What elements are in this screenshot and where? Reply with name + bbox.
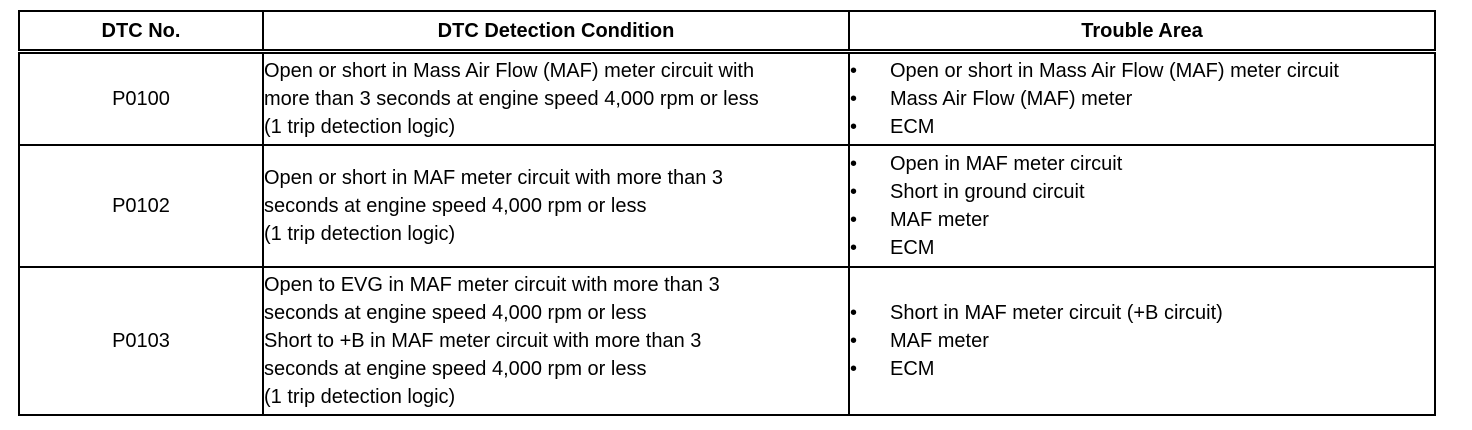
trouble-area-item: Mass Air Flow (MAF) meter [890,88,1133,110]
condition-line: seconds at engine speed 4,000 rpm or less [264,358,647,380]
dtc-code: P0102 [19,145,263,267]
trouble-area [849,52,1435,146]
trouble-area [849,267,1435,415]
detection-condition [263,145,849,267]
table-row [19,145,1435,267]
trouble-area-item: Short in MAF meter circuit (+B circuit) [890,302,1223,324]
list-item [850,206,1434,234]
condition-line: (1 trip detection logic) [264,223,456,245]
list-item [850,150,1434,178]
bullet-icon: • [850,358,858,380]
bullet-icon: • [850,330,858,352]
condition-line: Open to EVG in MAF meter circuit with more than 3 [264,274,720,296]
bullet-icon: • [850,153,858,175]
trouble-area-item: Short in ground circuit [890,181,1085,203]
dtc-code: P0100 [19,52,263,146]
condition-line: Short to +B in MAF meter circuit with more than 3 [264,330,702,352]
condition-line: seconds at engine speed 4,000 rpm or less [264,195,647,217]
dtc-code: P0103 [19,267,263,415]
trouble-area-item: ECM [890,116,935,138]
bullet-icon: • [850,88,858,110]
condition-line: seconds at engine speed 4,000 rpm or less [264,302,647,324]
list-item [850,57,1434,85]
table-header [19,11,1435,52]
trouble-area-item: MAF meter [890,330,989,352]
header-row [19,11,1435,52]
trouble-area-item: ECM [890,237,935,259]
list-item [850,355,1434,383]
dtc-table [18,10,1436,416]
list-item [850,299,1434,327]
detection-condition [263,52,849,146]
bullet-icon: • [850,60,858,82]
header-trouble-area: Trouble Area [849,11,1435,52]
condition-line: more than 3 seconds at engine speed 4,000 rpm or less [264,88,759,110]
table-row [19,52,1435,146]
bullet-icon: • [850,209,858,231]
header-detection-condition: DTC Detection Condition [263,11,849,52]
list-item [850,85,1434,113]
trouble-area-item: MAF meter [890,209,989,231]
trouble-area-list [850,299,1434,383]
list-item [850,234,1434,262]
list-item [850,178,1434,206]
bullet-icon: • [850,302,858,324]
trouble-area-item: ECM [890,358,935,380]
bullet-icon: • [850,237,858,259]
header-dtc-no: DTC No. [19,11,263,52]
bullet-icon: • [850,116,858,138]
list-item [850,113,1434,141]
bullet-icon: • [850,181,858,203]
trouble-area [849,145,1435,267]
detection-condition [263,267,849,415]
trouble-area-item: Open or short in Mass Air Flow (MAF) meter circuit [890,60,1339,82]
list-item [850,327,1434,355]
table-row [19,267,1435,415]
condition-line: Open or short in MAF meter circuit with more than 3 [264,167,724,189]
trouble-area-item: Open in MAF meter circuit [890,153,1123,175]
trouble-area-list [850,57,1434,141]
trouble-area-list [850,150,1434,262]
condition-line: Open or short in Mass Air Flow (MAF) meter circuit with [264,60,755,82]
condition-line: (1 trip detection logic) [264,386,456,408]
condition-line: (1 trip detection logic) [264,116,456,138]
